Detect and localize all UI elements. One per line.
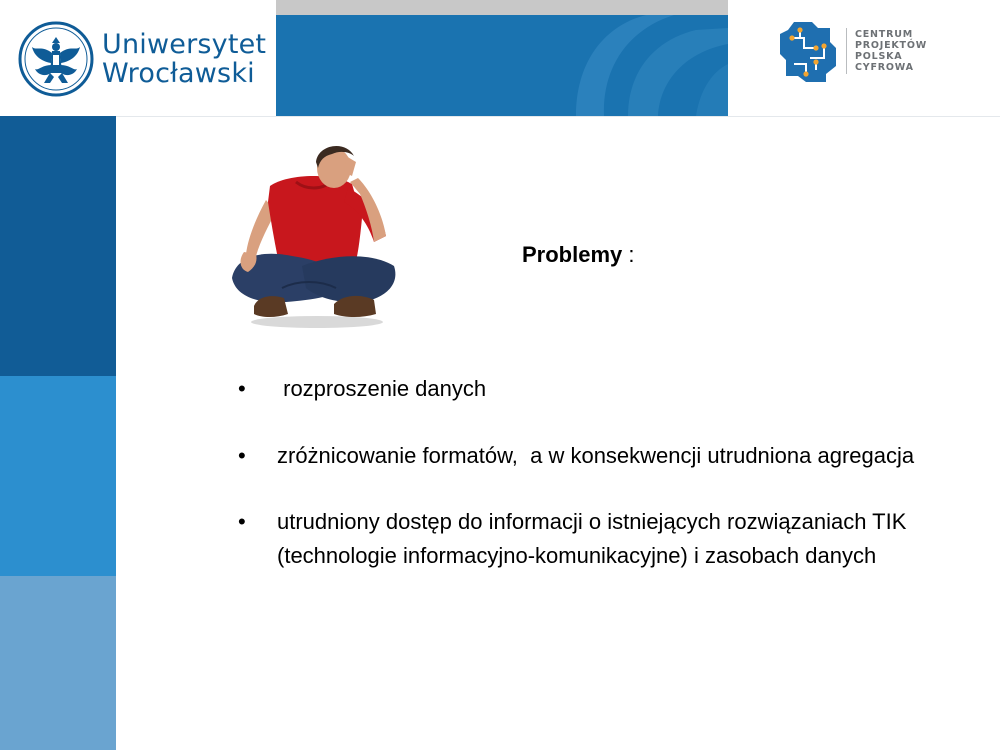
- university-name-line2: Wrocławski: [102, 58, 255, 89]
- bullet-dot: •: [238, 442, 246, 468]
- list-item: [238, 372, 958, 406]
- problem-list: [238, 372, 958, 605]
- bullet-dot: •: [238, 376, 246, 401]
- partner-logo-line: CYFROWA: [855, 62, 914, 73]
- partner-logo-line: CENTRUM: [855, 29, 913, 40]
- left-color-band: [0, 116, 116, 750]
- partner-logo-line: PROJEKTÓW: [855, 40, 927, 51]
- partner-logo-line: POLSKA: [855, 51, 903, 62]
- partner-logo-divider: [846, 28, 847, 74]
- heading-title: Problemy: [522, 242, 623, 267]
- list-item-text: rozproszenie danych: [277, 376, 487, 401]
- university-name-line1: Uniwersytet: [102, 29, 267, 60]
- university-logo: [18, 16, 273, 102]
- partner-logo-text: [855, 29, 927, 73]
- eagle-crest-icon: [18, 21, 94, 97]
- banner-swirl-graphic: [276, 0, 728, 116]
- list-item-text: utrudniony dostęp do informacji o istniejących rozwiązaniach TIK (technologie informacyjno-komunikacyjne) i zasobach danych: [277, 509, 907, 568]
- slide-heading: [522, 240, 635, 270]
- list-item: [238, 439, 958, 473]
- slide-header: [0, 0, 1000, 116]
- heading-colon: :: [622, 242, 635, 267]
- list-item: [238, 505, 958, 572]
- band-segment-mid: [0, 376, 116, 576]
- band-segment-light: [0, 576, 116, 750]
- header-divider: [116, 116, 1000, 117]
- list-item-text: zróżnicowanie formatów, a w konsekwencji utrudniona agregacja: [277, 442, 915, 468]
- band-segment-dark: [0, 116, 116, 376]
- circuit-map-icon: [780, 18, 838, 84]
- university-name: [102, 30, 266, 88]
- bullet-dot: •: [238, 509, 246, 534]
- sitting-man-illustration: [222, 138, 406, 330]
- partner-logo: [780, 18, 930, 84]
- header-banner: [276, 0, 728, 116]
